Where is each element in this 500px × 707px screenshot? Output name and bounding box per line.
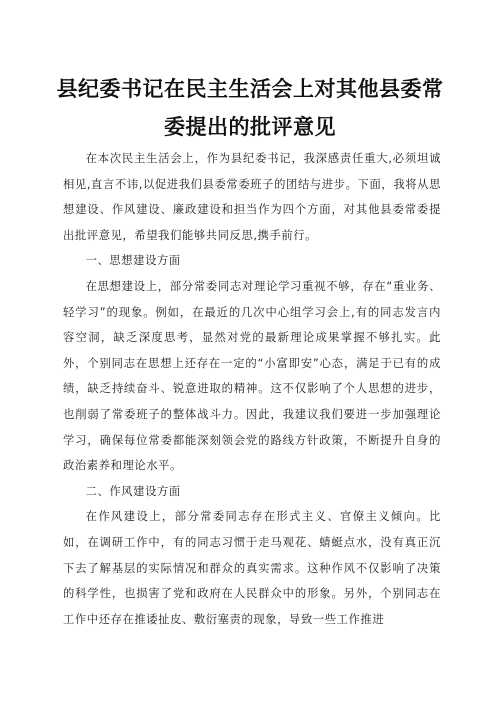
style-paragraph: 在作风建设上，部分常委同志存在形式主义、官僚主义倾向。比如，在调研工作中，有的同志习惯于走马观花、蜻蜓点水，没有真正沉下去了解基层的实际情况和群众的真实需求。这种作风不仅影响了决策的科学性，也损害了党和政府在人民群众中的形象。另外，个别同志在工作中还存在推诿扯皮、敷衍塞责的现象，导致一些工作推进 <box>63 510 441 626</box>
document-body <box>63 146 441 632</box>
section-heading-style: 二、作风建设方面 <box>85 484 181 498</box>
document-title-line-2: 委提出的批评意见 <box>164 115 336 139</box>
thought-paragraph: 在思想建设上，部分常委同志对理论学习重视不够，存在“重业务、轻学习”的现象。例如，在最近的几次中心组学习会上,有的同志发言内容空洞，缺乏深度思考，显然对党的最新理论成果掌握不够扎实。此外，个别同志在思想上还存在一定的“小富即安”心态，满足于已有的成绩，缺乏持续奋斗、锐意进取的精神。这不仅影响了个人思想的进步，也削弱了常委班子的整体战斗力。因此，我建议我们要进一步加强理论学习，确保每位常委都能深刻领会党的路线方针政策，不断提升自身的政治素养和理论水平。 <box>63 279 441 473</box>
document-title-line-1: 县纪委书记在民主生活会上对其他县委常 <box>56 77 444 101</box>
intro-paragraph: 在本次民主生活会上，作为县纪委书记，我深感责任重大,必须坦诚相见,直言不讳,以促进我们县委常委班子的团结与进步。下面，我将从思想建设、作风建设、廉政建设和担当作为四个方面，对其他县委常委提出批评意见，希望我们能够共同反思,携手前行。 <box>63 152 441 242</box>
section-heading-thought: 一、思想建设方面 <box>85 254 181 268</box>
